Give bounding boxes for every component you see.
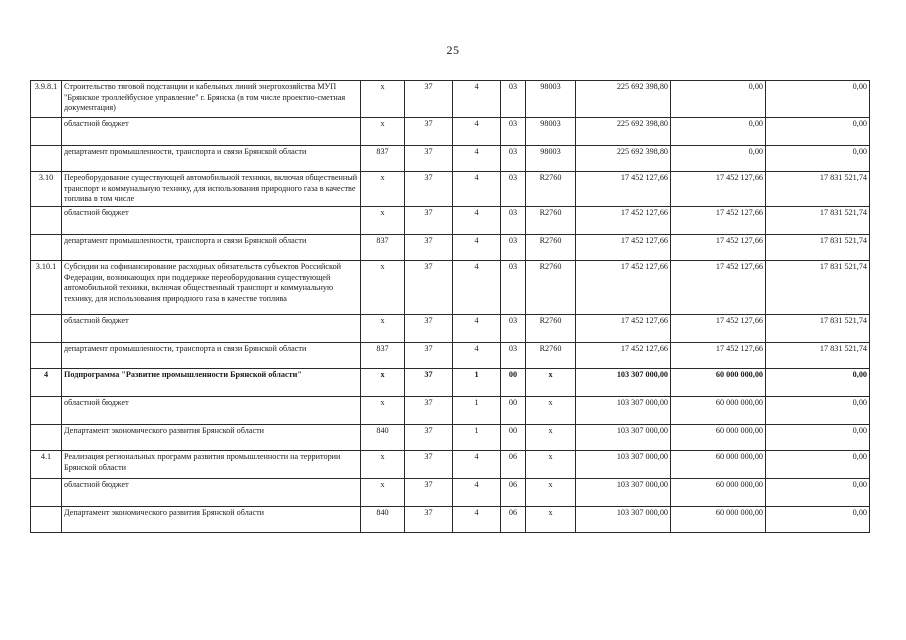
table-row: [31, 261, 870, 315]
amount-cell: 17 831 521,74: [766, 235, 870, 261]
code-cell: 837: [361, 235, 405, 261]
row-name: Переоборудование существующей автомобильной техники, включая общественный транспорт и коммунальную технику, для использования природного газа в качестве топлива в том числе: [62, 172, 361, 207]
code-cell: х: [361, 479, 405, 507]
code-cell: 37: [405, 397, 453, 425]
code-cell: 4: [453, 81, 501, 118]
amount-cell: 17 452 127,66: [576, 172, 671, 207]
code-cell: х: [361, 118, 405, 146]
amount-cell: 0,00: [766, 507, 870, 533]
table-row: [31, 425, 870, 451]
code-cell: 4: [453, 479, 501, 507]
amount-cell: 60 000 000,00: [671, 397, 766, 425]
row-number: [31, 207, 62, 235]
code-cell: R2760: [526, 207, 576, 235]
table-row: [31, 479, 870, 507]
table-row: [31, 118, 870, 146]
row-name: Департамент экономического развития Брянской области: [62, 507, 361, 533]
row-name: Подпрограмма "Развитие промышленности Брянской области": [62, 369, 361, 397]
amount-cell: 17 452 127,66: [671, 343, 766, 369]
code-cell: 4: [453, 451, 501, 479]
code-cell: R2760: [526, 235, 576, 261]
amount-cell: 17 452 127,66: [671, 315, 766, 343]
amount-cell: 17 452 127,66: [576, 315, 671, 343]
amount-cell: 17 831 521,74: [766, 172, 870, 207]
amount-cell: 0,00: [766, 479, 870, 507]
code-cell: 03: [501, 261, 526, 315]
code-cell: 03: [501, 118, 526, 146]
amount-cell: 225 692 398,80: [576, 118, 671, 146]
code-cell: х: [361, 81, 405, 118]
code-cell: 37: [405, 425, 453, 451]
code-cell: R2760: [526, 343, 576, 369]
code-cell: 00: [501, 425, 526, 451]
amount-cell: 103 307 000,00: [576, 507, 671, 533]
amount-cell: 103 307 000,00: [576, 425, 671, 451]
code-cell: х: [526, 507, 576, 533]
code-cell: 98003: [526, 146, 576, 172]
code-cell: 98003: [526, 81, 576, 118]
code-cell: 37: [405, 507, 453, 533]
amount-cell: 0,00: [766, 118, 870, 146]
row-number: [31, 507, 62, 533]
code-cell: 37: [405, 369, 453, 397]
code-cell: 37: [405, 451, 453, 479]
row-name: областной бюджет: [62, 479, 361, 507]
amount-cell: 0,00: [766, 425, 870, 451]
code-cell: 03: [501, 207, 526, 235]
budget-table: [30, 80, 870, 533]
row-number: [31, 479, 62, 507]
amount-cell: 0,00: [671, 146, 766, 172]
code-cell: 03: [501, 172, 526, 207]
amount-cell: 0,00: [671, 118, 766, 146]
code-cell: х: [361, 172, 405, 207]
code-cell: R2760: [526, 172, 576, 207]
table-row: [31, 235, 870, 261]
code-cell: х: [361, 315, 405, 343]
row-name: областной бюджет: [62, 207, 361, 235]
row-name: Реализация региональных программ развития промышленности на территории Брянской области: [62, 451, 361, 479]
amount-cell: 60 000 000,00: [671, 425, 766, 451]
row-name: Департамент экономического развития Брянской области: [62, 425, 361, 451]
amount-cell: 17 452 127,66: [671, 207, 766, 235]
row-name: Субсидии на софинансирование расходных обязательств субъектов Российской Федерации, возникающих при поддержке переоборудования существующей автомобильной техники, включая общественный транспорт и коммунальную технику, для использования природного газа в качестве топлива: [62, 261, 361, 315]
code-cell: х: [526, 425, 576, 451]
code-cell: 37: [405, 235, 453, 261]
code-cell: 4: [453, 507, 501, 533]
code-cell: 4: [453, 343, 501, 369]
amount-cell: 0,00: [766, 146, 870, 172]
row-name: областной бюджет: [62, 118, 361, 146]
row-number: [31, 118, 62, 146]
row-number: [31, 146, 62, 172]
code-cell: 37: [405, 479, 453, 507]
code-cell: 1: [453, 397, 501, 425]
table-row: [31, 451, 870, 479]
amount-cell: 60 000 000,00: [671, 369, 766, 397]
row-number: [31, 425, 62, 451]
code-cell: 03: [501, 235, 526, 261]
code-cell: R2760: [526, 315, 576, 343]
code-cell: 03: [501, 343, 526, 369]
amount-cell: 17 831 521,74: [766, 261, 870, 315]
row-name: областной бюджет: [62, 315, 361, 343]
amount-cell: 17 452 127,66: [671, 235, 766, 261]
amount-cell: 225 692 398,80: [576, 146, 671, 172]
code-cell: 06: [501, 451, 526, 479]
row-number: [31, 343, 62, 369]
amount-cell: 17 831 521,74: [766, 315, 870, 343]
code-cell: х: [361, 369, 405, 397]
amount-cell: 17 452 127,66: [576, 207, 671, 235]
amount-cell: 103 307 000,00: [576, 397, 671, 425]
code-cell: х: [526, 479, 576, 507]
amount-cell: 17 452 127,66: [576, 235, 671, 261]
amount-cell: 17 452 127,66: [576, 343, 671, 369]
row-number: [31, 315, 62, 343]
code-cell: 03: [501, 81, 526, 118]
amount-cell: 60 000 000,00: [671, 451, 766, 479]
amount-cell: 17 831 521,74: [766, 343, 870, 369]
amount-cell: 225 692 398,80: [576, 81, 671, 118]
code-cell: х: [361, 451, 405, 479]
code-cell: 37: [405, 343, 453, 369]
code-cell: 4: [453, 118, 501, 146]
code-cell: 37: [405, 146, 453, 172]
code-cell: 37: [405, 207, 453, 235]
code-cell: 4: [453, 315, 501, 343]
amount-cell: 0,00: [766, 451, 870, 479]
table-row: [31, 81, 870, 118]
amount-cell: 17 452 127,66: [671, 261, 766, 315]
code-cell: 840: [361, 507, 405, 533]
amount-cell: 60 000 000,00: [671, 479, 766, 507]
row-number: [31, 397, 62, 425]
code-cell: 06: [501, 479, 526, 507]
row-number: 4.1: [31, 451, 62, 479]
code-cell: R2760: [526, 261, 576, 315]
table-row: [31, 315, 870, 343]
row-number: 3.9.8.1: [31, 81, 62, 118]
table-row: [31, 507, 870, 533]
code-cell: 4: [453, 146, 501, 172]
amount-cell: 17 452 127,66: [671, 172, 766, 207]
row-number: [31, 235, 62, 261]
amount-cell: 103 307 000,00: [576, 479, 671, 507]
row-name: департамент промышленности, транспорта и связи Брянской области: [62, 146, 361, 172]
code-cell: 37: [405, 81, 453, 118]
row-name: департамент промышленности, транспорта и связи Брянской области: [62, 343, 361, 369]
code-cell: х: [361, 261, 405, 315]
page-number: 25: [446, 43, 460, 57]
table-row: [31, 343, 870, 369]
code-cell: 00: [501, 369, 526, 397]
code-cell: 4: [453, 207, 501, 235]
amount-cell: 0,00: [766, 397, 870, 425]
code-cell: 1: [453, 369, 501, 397]
code-cell: 37: [405, 118, 453, 146]
code-cell: х: [526, 369, 576, 397]
amount-cell: 17 831 521,74: [766, 207, 870, 235]
code-cell: х: [526, 397, 576, 425]
code-cell: 840: [361, 425, 405, 451]
code-cell: 4: [453, 261, 501, 315]
code-cell: 37: [405, 315, 453, 343]
code-cell: 03: [501, 146, 526, 172]
amount-cell: 0,00: [671, 81, 766, 118]
code-cell: 37: [405, 172, 453, 207]
amount-cell: 103 307 000,00: [576, 451, 671, 479]
amount-cell: 0,00: [766, 369, 870, 397]
row-name: областной бюджет: [62, 397, 361, 425]
table-row: [31, 397, 870, 425]
amount-cell: 0,00: [766, 81, 870, 118]
code-cell: х: [361, 207, 405, 235]
row-number: 3.10: [31, 172, 62, 207]
amount-cell: 103 307 000,00: [576, 369, 671, 397]
code-cell: х: [526, 451, 576, 479]
row-number: 4: [31, 369, 62, 397]
code-cell: 06: [501, 507, 526, 533]
code-cell: 1: [453, 425, 501, 451]
code-cell: х: [361, 397, 405, 425]
code-cell: 4: [453, 172, 501, 207]
table-row: [31, 172, 870, 207]
amount-cell: 60 000 000,00: [671, 507, 766, 533]
row-number: 3.10.1: [31, 261, 62, 315]
code-cell: 00: [501, 397, 526, 425]
code-cell: 98003: [526, 118, 576, 146]
table-row: [31, 369, 870, 397]
code-cell: 03: [501, 315, 526, 343]
code-cell: 4: [453, 235, 501, 261]
amount-cell: 17 452 127,66: [576, 261, 671, 315]
row-name: департамент промышленности, транспорта и связи Брянской области: [62, 235, 361, 261]
table-row: [31, 146, 870, 172]
table-row: [31, 207, 870, 235]
code-cell: 37: [405, 261, 453, 315]
code-cell: 837: [361, 343, 405, 369]
row-name: Строительство тяговой подстанции и кабельных линий энергохозяйства МУП "Брянское троллейбусное управление" г. Брянска (в том числе проектно-сметная документация): [62, 81, 361, 118]
code-cell: 837: [361, 146, 405, 172]
